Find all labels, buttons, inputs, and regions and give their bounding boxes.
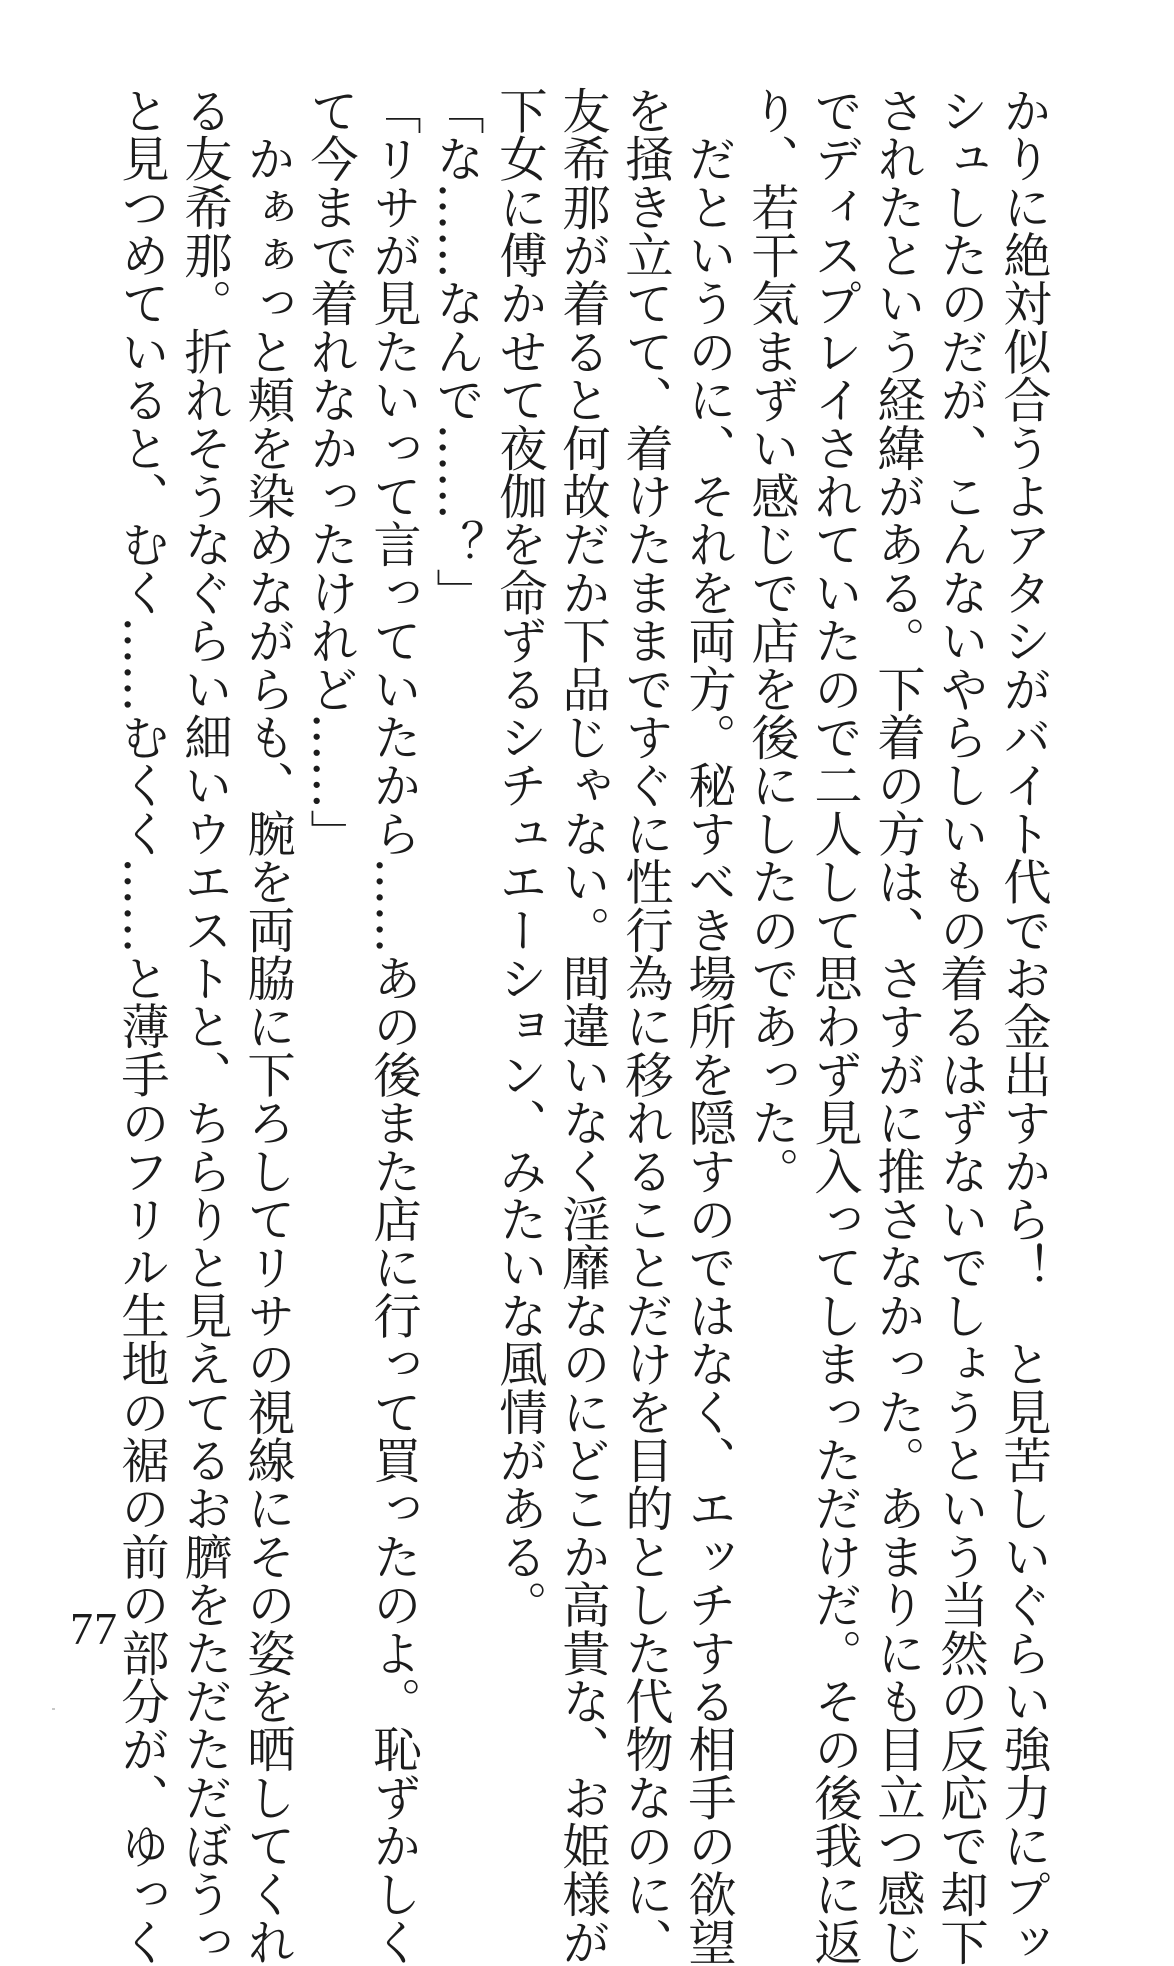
scan-speck bbox=[52, 1708, 55, 1710]
text-line: シュしたのだが、こんないやらしいもの着るはずないでしょうという当然の反応で却下 bbox=[932, 86, 988, 1966]
text-line: 「リサが見たいって言っていたから……あの後また店に行って買ったのよ。恥ずかしく bbox=[365, 86, 421, 1966]
text-line: る友希那。折れそうなぐらい細いウエストと、ちらりと見えてるお臍をただただぼうっ bbox=[176, 86, 232, 1966]
text-line: かりに絶対似合うよアタシがバイト代でお金出すから！ と見苦しいぐらい強力にプッ bbox=[995, 86, 1051, 1966]
text-line: を掻き立てて、着けたままですぐに性行為に移れることだけを目的とした代物なのに、 bbox=[617, 86, 673, 1966]
text-line: て今まで着れなかったけれど……」 bbox=[302, 86, 358, 858]
text-line: と見つめていると、むく……むくく……と薄手のフリル生地の裾の前の部分が、ゆっく bbox=[113, 86, 169, 1966]
text-line: 「な……なんで……？」 bbox=[428, 86, 484, 617]
text-line: だというのに、それを両方。秘すべき場所を隠すのではなく、エッチする相手の欲望 bbox=[680, 86, 736, 1966]
body-text bbox=[109, 86, 1054, 1966]
text-line: 下女に傅かせて夜伽を命ずるシチュエーション、みたいな風情がある。 bbox=[491, 86, 547, 1629]
text-line: り、若干気まずい感じで店を後にしたのであった。 bbox=[743, 86, 799, 1195]
text-line: かぁぁっと頬を染めながらも、腕を両脇に下ろしてリサの視線にその姿を晒してくれ bbox=[239, 86, 295, 1966]
page-number: 77 bbox=[70, 1603, 118, 1654]
text-line: でディスプレイされていたので二人して思わず見入ってしまっただけだ。その後我に返 bbox=[806, 86, 862, 1966]
text-line: 友希那が着ると何故だか下品じゃない。間違いなく淫靡なのにどこか高貴な、お姫様が bbox=[554, 86, 610, 1966]
text-line: されたという経緯がある。下着の方は、さすがに推さなかった。あまりにも目立つ感じ bbox=[869, 86, 925, 1966]
